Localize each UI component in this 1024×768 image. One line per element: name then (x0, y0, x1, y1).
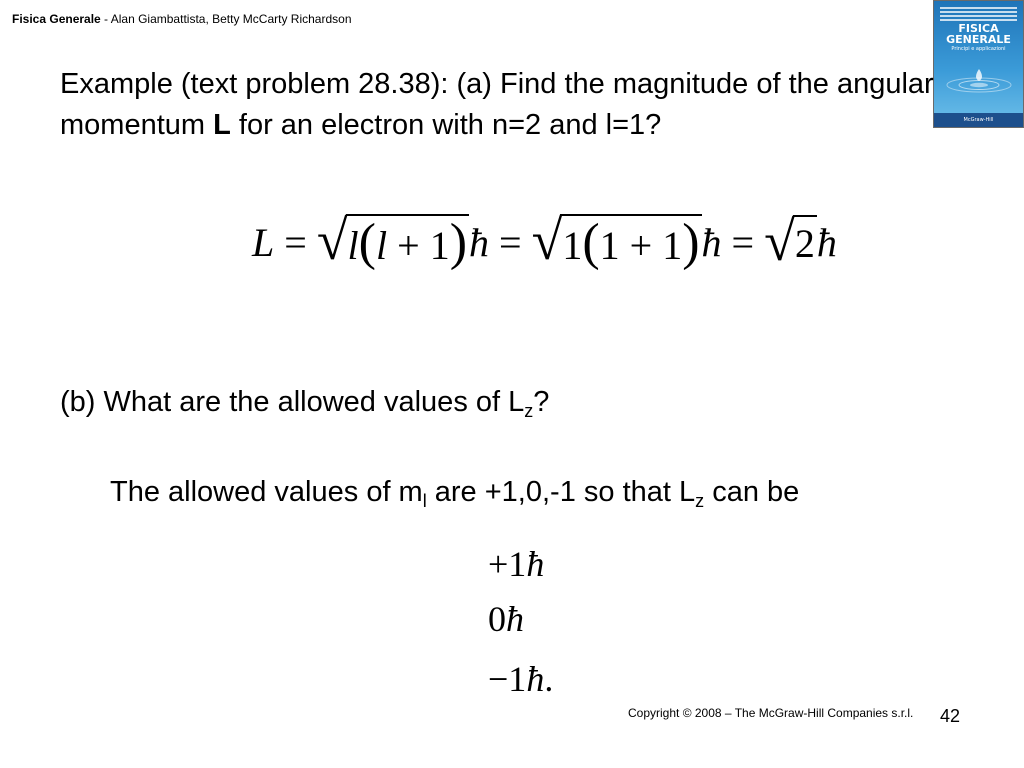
question-b-end: ? (533, 386, 550, 418)
lz-v1-number: +1 (488, 544, 527, 584)
eq-plus: + (397, 222, 420, 268)
answer-part2: are +1,0,-1 so that L (426, 476, 696, 508)
lz-v1-hbar: ħ (526, 544, 545, 584)
lz-value-plus-one (488, 543, 544, 585)
book-title: Fisica Generale (12, 12, 101, 26)
eq-l: l (347, 222, 359, 268)
question-b-text: (b) What are the allowed values of L (60, 386, 525, 418)
angular-momentum-symbol: L (213, 109, 231, 141)
eq-hbar-1: ħ (469, 219, 490, 265)
answer-sub2: z (695, 491, 705, 511)
eq-sub-close-paren: ) (682, 213, 700, 271)
cover-title-line2: GENERALE (946, 33, 1011, 46)
eq-lhs: L (252, 219, 275, 265)
eq-equals-3: = (731, 219, 755, 265)
lz-v3-period: . (544, 659, 554, 699)
eq-equals-1: = (284, 219, 307, 265)
radical-sign-icon: √ (764, 211, 795, 273)
cover-authors-lines (940, 7, 1017, 21)
cover-publisher: McGraw-Hill (934, 113, 1023, 127)
question-a (60, 64, 960, 146)
eq-sub-one-add: 1 (662, 222, 683, 268)
eq-one: 1 (429, 222, 450, 268)
eq-sub-one: 1 (562, 222, 583, 268)
sqrt-result (764, 211, 817, 273)
question-b-subscript: z (524, 401, 534, 421)
eq-two: 2 (794, 221, 815, 266)
eq-hbar-3: ħ (816, 219, 837, 265)
answer-part3: can be (704, 476, 800, 508)
lz-v2-hbar: ħ (506, 599, 524, 639)
eq-hbar-2: ħ (701, 219, 722, 265)
radicand-general (346, 214, 469, 271)
lz-v2-number: 0 (488, 599, 506, 639)
eq-sub-open-paren: ( (582, 213, 600, 271)
cover-subtitle: Principi e applicazioni (951, 46, 1006, 52)
eq-open-paren: ( (358, 213, 376, 271)
eq-equals-2: = (499, 219, 522, 265)
answer-sub1: l (422, 491, 427, 511)
header-separator: - (100, 12, 111, 26)
lz-value-minus-one (488, 658, 553, 700)
answer-part1: The allowed values of m (110, 476, 423, 508)
slide-header (12, 12, 352, 26)
lz-v3-hbar: ħ (526, 659, 545, 699)
eq-sub-plus: + (629, 222, 653, 268)
lz-value-zero (488, 598, 524, 640)
copyright-notice: Copyright © 2008 – The McGraw-Hill Companies s.r.l. (628, 706, 914, 720)
eq-close-paren: ) (449, 213, 468, 271)
question-a-text: Example (text problem 28.38): (a) Find the magnitude of the angular momentum (60, 68, 934, 141)
radical-sign-icon: √ (316, 209, 348, 272)
sqrt-general (316, 209, 469, 272)
lz-v3-number: −1 (488, 659, 527, 699)
radicand-result (793, 215, 817, 269)
angular-momentum-equation (252, 209, 837, 273)
eq-l-inner: l (376, 222, 388, 268)
question-b (60, 382, 549, 423)
cover-title-line1: FISICA (958, 22, 999, 35)
radicand-substituted (560, 214, 701, 271)
answer-text (110, 472, 799, 513)
radical-sign-icon: √ (531, 209, 563, 272)
slide-number: 42 (940, 706, 961, 726)
eq-sub-one-inner: 1 (599, 222, 620, 268)
sqrt-substituted (531, 209, 702, 272)
question-a-text-end: for an electron with n=2 and l=1? (230, 109, 662, 141)
cover-title (934, 23, 1023, 45)
book-authors: Alan Giambattista, Betty McCarty Richardson (110, 12, 352, 26)
